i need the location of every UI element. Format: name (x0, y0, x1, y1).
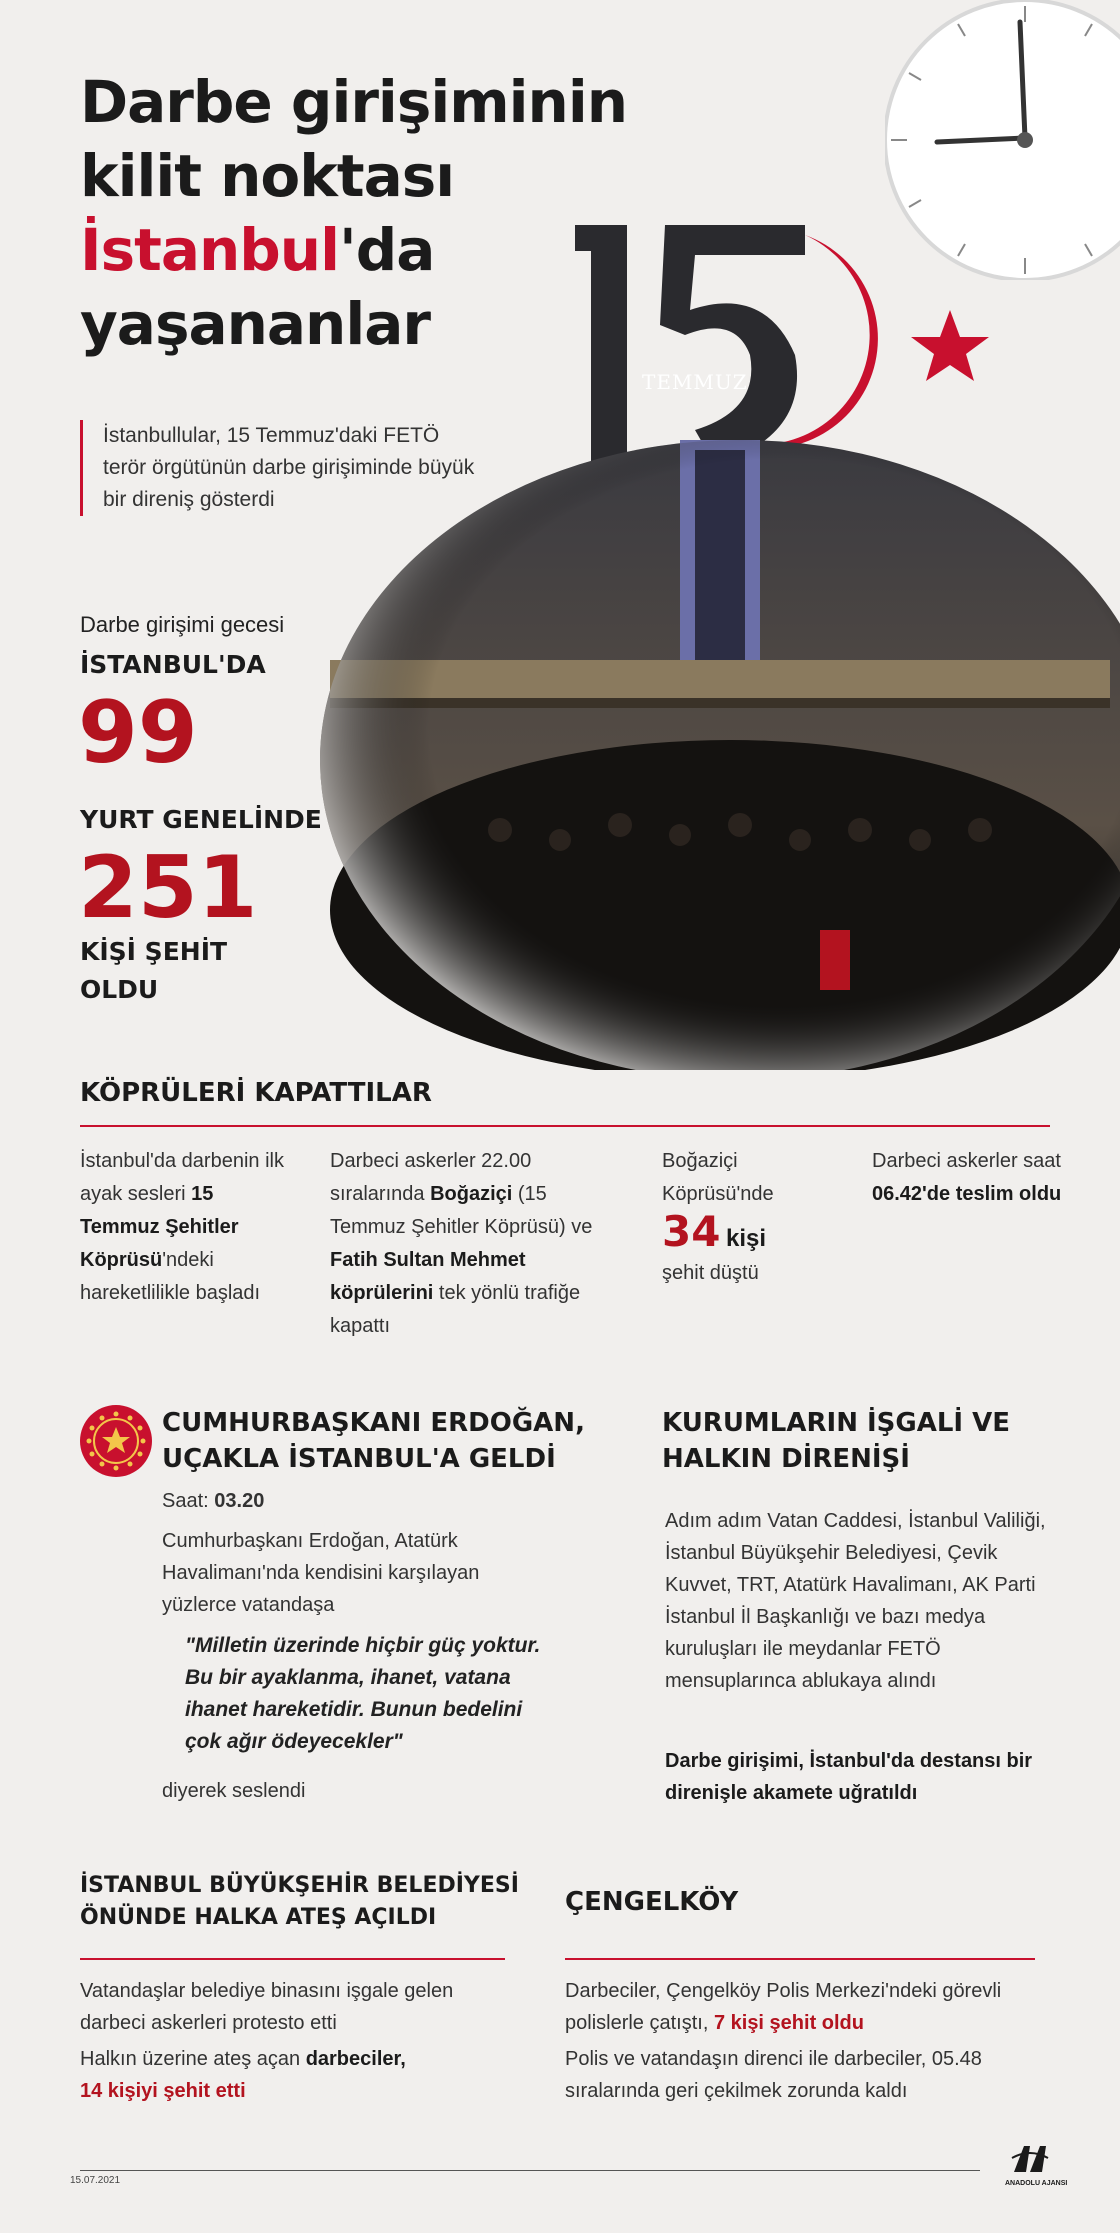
time-value: 03.20 (214, 1490, 265, 1512)
col3-text-a: Boğaziçi Köprüsü'nde (662, 1150, 774, 1205)
col2-text-e: tek yönlü trafiğe kapattı (330, 1282, 581, 1337)
stats-lead: Darbe girişimi gecesi (80, 612, 285, 637)
cengelkoy-divider (565, 1958, 1035, 1960)
aa-logo-icon (1010, 2142, 1050, 2174)
cengelkoy-text-2: Polis ve vatandaşın direnci ile darbeciler, 05.48 sıralarında geri çekilmek zorunda kaldı (565, 2048, 982, 2102)
bridges-title: KÖPRÜLERİ KAPATTILAR (80, 1078, 432, 1108)
footer-divider (80, 2170, 980, 2171)
cengelkoy-text-1 (565, 1975, 1015, 2039)
erdogan-title-2: UÇAKLA İSTANBUL'A GELDİ (162, 1444, 556, 1474)
stats-suffix-2: OLDU (80, 975, 159, 1004)
stats-istanbul-value: 99 (78, 683, 198, 783)
institutions-conclusion: Darbe girişimi, İstanbul'da destansı bir direnişle akamete uğratıldı (665, 1750, 1033, 1804)
institutions-title-1: KURUMLARIN İŞGALİ VE (662, 1408, 1011, 1438)
municipality-title-2: ÖNÜNDE HALKA ATEŞ AÇILDI (80, 1905, 437, 1930)
title-line-1: Darbe girişiminin (80, 68, 627, 136)
bridges-col-3 (662, 1145, 812, 1290)
col2-text-d: Fatih Sultan Mehmet köprülerini (330, 1249, 526, 1304)
logo-month-label: TEMMUZ (642, 370, 748, 394)
col1-text-b: 15 Temmuz Şehitler Köprüsü (80, 1183, 239, 1271)
col1-text-a: İstanbul'da darbenin ilk ayak sesleri (80, 1150, 284, 1205)
cengelkoy-text-1b: 7 kişi şehit oldu (713, 2012, 864, 2034)
col2-text-b: Boğaziçi (430, 1183, 513, 1205)
municipality-divider (80, 1958, 505, 1960)
municipality-text-2b: darbeciler, (305, 2048, 406, 2070)
bridges-divider (80, 1125, 1050, 1127)
erdogan-quote: "Milletin üzerinde hiçbir güç yoktur. Bu bir ayaklanma, ihanet, vatana ihanet hareketidir. Bunun bedelini çok ağır ödeyecekler" (185, 1634, 541, 1753)
cengelkoy-text-1a: Darbeciler, Çengelköy Polis Merkezi'ndeki görevli polislerle çatıştı, (565, 1980, 1002, 2034)
agency-name: ANADOLU AJANSI (1005, 2180, 1068, 2187)
col4-text-a: Darbeci askerler saat (872, 1150, 1061, 1172)
stats-country-label: YURT GENELİNDE (80, 805, 322, 834)
municipality-text-2c: 14 kişiyi şehit etti (80, 2080, 246, 2102)
erdogan-closing: diyerek seslendi (162, 1780, 306, 1802)
title-line-2: kilit noktası (80, 142, 455, 210)
title-suffix: 'da (338, 216, 435, 284)
footer-date: 15.07.2021 (70, 2175, 121, 2186)
cengelkoy-title: ÇENGELKÖY (565, 1887, 739, 1917)
bridges-col-1 (80, 1145, 295, 1310)
bridge-crowd-photo (300, 430, 1120, 1070)
institutions-text: Adım adım Vatan Caddesi, İstanbul Valiliği, İstanbul Büyükşehir Belediyesi, Çevik Kuvvet, TRT, Atatürk Havalimanı, AK Parti İstanbul İl Başkanlığı ve bazı medya kuruluşları ile meydanlar FETÖ mensuplarınca ablukaya alındı (665, 1510, 1046, 1692)
intro-text: İstanbullular, 15 Temmuz'daki FETÖ terör örgütünün darbe girişiminde büyük bir direniş gösterdi (80, 420, 483, 516)
title-line-4: yaşananlar (80, 290, 430, 358)
col2-text-a: Darbeci askerler 22.00 sıralarında (330, 1150, 532, 1205)
stats-suffix-1: KİŞİ ŞEHİT (80, 937, 228, 966)
municipality-text-2a: Halkın üzerine ateş açan (80, 2048, 306, 2070)
municipality-text-2 (80, 2043, 500, 2107)
bridges-col-2 (330, 1145, 600, 1343)
erdogan-title-1: CUMHURBAŞKANI ERDOĞAN, (162, 1408, 585, 1438)
stats-country-value: 251 (78, 838, 258, 938)
time-label: Saat: (162, 1490, 215, 1512)
agency-logo (1005, 2142, 1068, 2187)
municipality-text-1: Vatandaşlar belediye binasını işgale gelen darbeci askerleri protesto etti (80, 1980, 454, 2034)
institutions-title-2: HALKIN DİRENİŞİ (662, 1444, 910, 1474)
bridges-col-4 (872, 1145, 1062, 1211)
stats-istanbul-label: İSTANBUL'DA (80, 650, 266, 679)
presidential-seal-icon (80, 1405, 152, 1477)
erdogan-title (162, 1405, 622, 1477)
col3-text-b: şehit düştü (662, 1262, 759, 1284)
col3-unit: kişi (726, 1225, 767, 1252)
col3-number: 34 (662, 1207, 721, 1256)
col2-text-c: (15 Temmuz Şehitler Köprüsü) ve (330, 1183, 593, 1238)
institutions-title (662, 1405, 1082, 1477)
municipality-title-1: İSTANBUL BÜYÜKŞEHİR BELEDİYESİ (80, 1873, 519, 1898)
municipality-title (80, 1870, 560, 1934)
title-highlight: İstanbul (80, 216, 339, 284)
col1-text-c: 'ndeki hareketlilikle başladı (80, 1249, 261, 1304)
erdogan-text: Cumhurbaşkanı Erdoğan, Atatürk Havalimanı'nda kendisini karşılayan yüzlerce vatandaşa (162, 1530, 480, 1616)
col4-text-b: 06.42'de teslim oldu (872, 1183, 1062, 1205)
erdogan-time (162, 1485, 264, 1517)
